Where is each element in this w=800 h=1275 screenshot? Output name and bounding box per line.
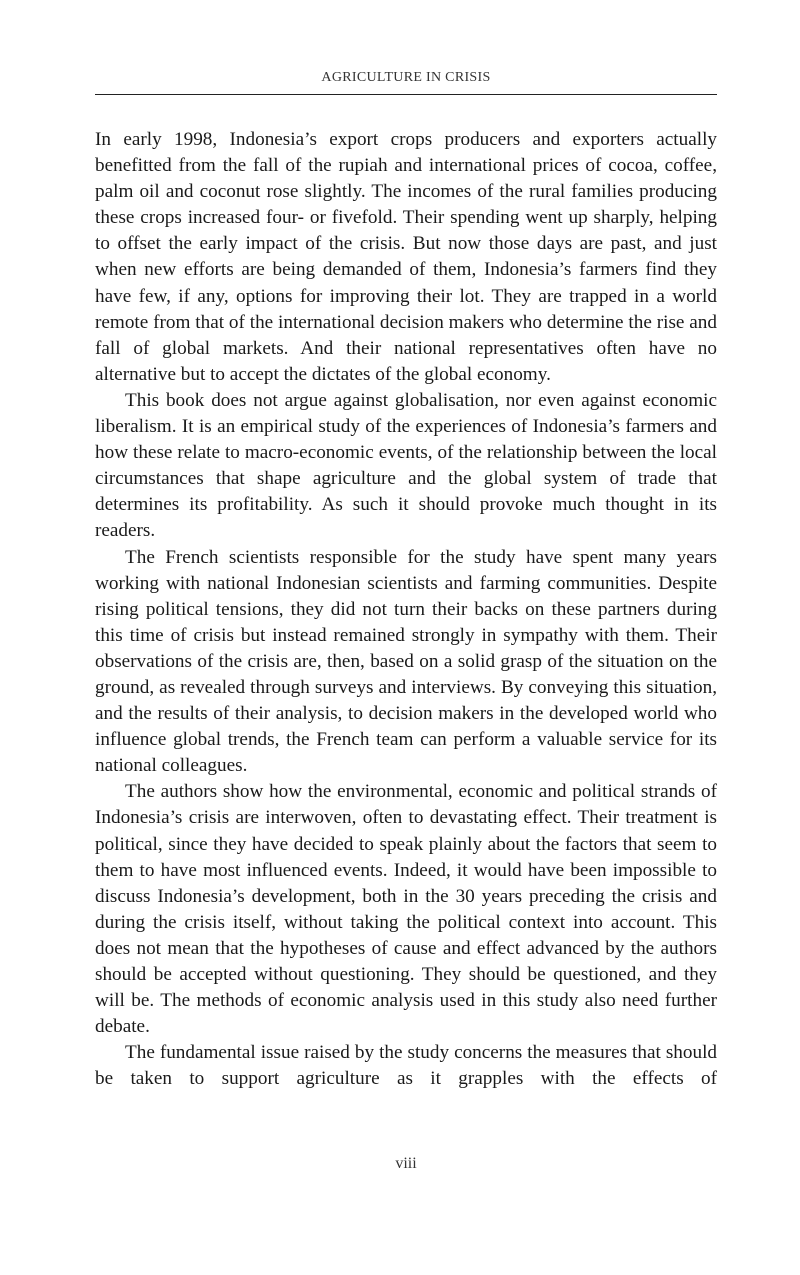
paragraph-3: The French scientists responsible for the study have spent many years working with national Indonesian scientists and farming communities. Despite rising political tensions, they did not turn their backs on these partners during this time of crisis but instead remained strongly in sympathy with them. Their observations of the crisis are, then, based on a solid grasp of the situation on the ground, as revealed through surveys and interviews. By conveying this situation, and the results of their analysis, to decision makers in the developed world who influence global trends, the French team can perform a valuable service for its national colleagues.: [95, 546, 717, 777]
paragraph-1: In early 1998, Indonesia’s export crops producers and exporters actually benefitted from the fall of the rupiah and international prices of cocoa, coffee, palm oil and coconut rose slightly. The incomes of the rural families producing these crops increased four- or fivefold. Their spending went up sharply, helping to offset the early impact of the crisis. But now those days are past, and just when new efforts are being demanded of them, Indonesia’s farmers find they have few, if any, options for improving their lot. They are trapped in a world remote from that of the international decision makers who determine the rise and fall of global markets. And their national representatives often have no alternative but to accept the dictates of the global economy.: [95, 129, 717, 385]
paragraph-4: The authors show how the environmental, economic and political strands of Indonesia’s crisis are interwoven, often to devastating effect. Their treatment is political, since they have decided to speak plainly about the factors that seem to them to have most influenced events. Indeed, it would have been impossible to discuss Indonesia’s development, both in the 30 years preceding the crisis and during the crisis itself, without taking the political context into account. This does not mean that the hypotheses of cause and effect advanced by the authors should be accepted without questioning. They should be questioned, and they will be. The methods of economic analysis used in this study also need further debate.: [95, 781, 717, 1038]
body-text: [95, 127, 717, 1092]
paragraph-2: This book does not argue against globalisation, nor even against economic liberalism. It is an empirical study of the experiences of Indonesia’s farmers and how these relate to macro-economic events, of the relationship between the local circumstances that shape agriculture and the global system of trade that determines its profitability. As such it should provoke much thought in its readers.: [95, 389, 717, 542]
header-rule: [95, 94, 717, 95]
page-number: viii: [395, 1155, 417, 1172]
running-head-title: AGRICULTURE IN CRISIS: [321, 70, 491, 85]
paragraph-5: The fundamental issue raised by the study concerns the measures that should be taken to support agriculture as it grapples with the effects of: [95, 1042, 717, 1090]
